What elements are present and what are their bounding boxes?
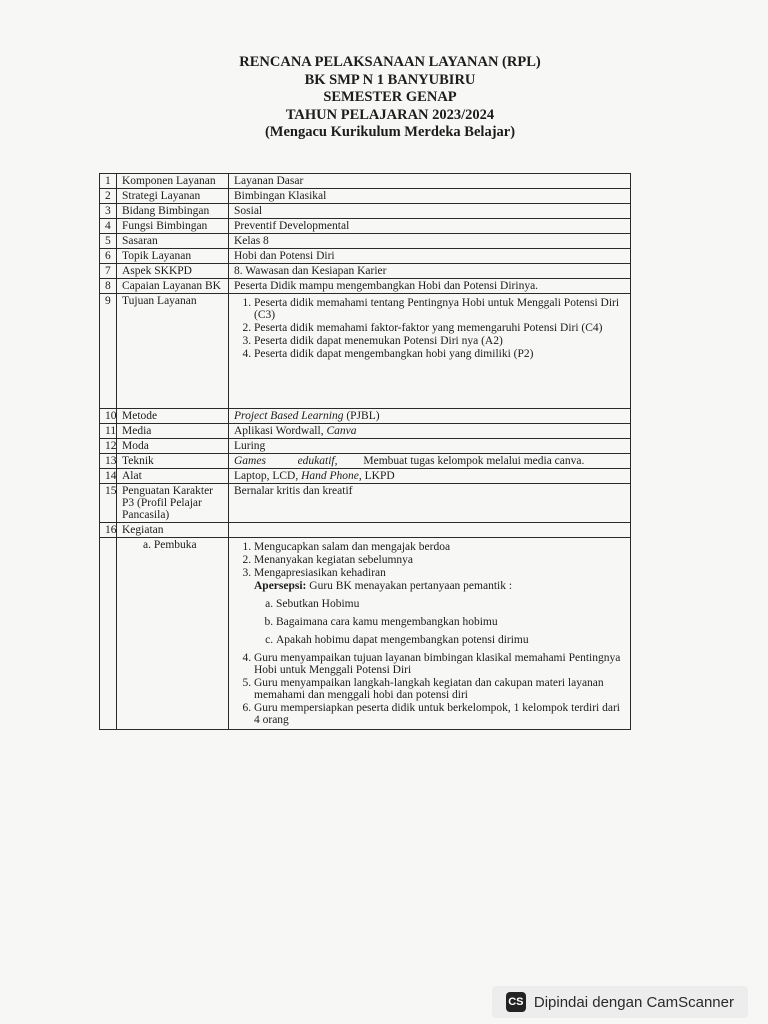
title-line-2: BK SMP N 1 BANYUBIRU bbox=[304, 71, 476, 88]
list-item: 6. Guru mempersiapkan peserta didik untuk berkelompok, 1 kelompok terdiri dari 4 orang bbox=[254, 702, 626, 726]
row-value bbox=[229, 469, 631, 484]
row-number bbox=[100, 538, 117, 730]
list-item-text: Mengapresiasikan kehadiran bbox=[254, 567, 386, 579]
alat-a: Laptop, LCD, bbox=[234, 470, 302, 482]
row-value: Hobi dan Potensi Diri bbox=[229, 249, 631, 264]
row-number: 4 bbox=[100, 219, 117, 234]
row-value: Peserta Didik mampu mengembangkan Hobi dan Potensi Dirinya. bbox=[229, 279, 631, 294]
list-item: a. Sebutkan Hobimu bbox=[276, 598, 626, 610]
alat-b: , LKPD bbox=[358, 470, 395, 482]
list-item: 5. Guru menyampaikan langkah-langkah kegiatan dan cakupan materi layanan memahami dan menggali hobi dan potensi diri bbox=[254, 677, 626, 701]
teknik-italic-a: Games bbox=[234, 455, 266, 467]
apersepsi-label: Apersepsi: bbox=[254, 580, 307, 592]
list-item: 4. Guru menyampaikan tujuan layanan bimbingan klasikal memahami Pentingnya Hobi untuk Menggali Potensi Diri bbox=[254, 652, 626, 676]
row-number: 1 bbox=[100, 174, 117, 189]
document-title bbox=[180, 54, 600, 142]
row-value bbox=[229, 454, 631, 469]
table-row bbox=[100, 538, 631, 730]
row-label: Bidang Bimbingan bbox=[117, 204, 229, 219]
metode-italic: Project Based Learning bbox=[234, 410, 344, 422]
row-label: Moda bbox=[117, 439, 229, 454]
watermark-text: Dipindai dengan CamScanner bbox=[533, 993, 734, 1011]
table-row bbox=[100, 249, 631, 264]
teknik-rest: Membuat tugas kelompok melalui media canva. bbox=[363, 455, 585, 467]
table-row bbox=[100, 523, 631, 538]
table-row bbox=[100, 484, 631, 523]
list-item: 4. Peserta didik dapat mengembangkan hobi yang dimiliki (P2) bbox=[254, 348, 626, 360]
row-value: Bernalar kritis dan kreatif bbox=[229, 484, 631, 523]
row-label: Komponen Layanan bbox=[117, 174, 229, 189]
row-label: Penguatan Karakter P3 (Profil Pelajar Pancasila) bbox=[117, 484, 229, 523]
row-number: 11 bbox=[100, 424, 117, 439]
row-value: Luring bbox=[229, 439, 631, 454]
list-item: 3. Peserta didik dapat menemukan Potensi Diri nya (A2) bbox=[254, 335, 626, 347]
row-label: Fungsi Bimbingan bbox=[117, 219, 229, 234]
row-number: 7 bbox=[100, 264, 117, 279]
rpl-table bbox=[99, 173, 631, 730]
title-line-4: TAHUN PELAJARAN 2023/2024 bbox=[285, 106, 495, 123]
table-row bbox=[100, 189, 631, 204]
row-number: 6 bbox=[100, 249, 117, 264]
row-number: 10 bbox=[100, 409, 117, 424]
row-value bbox=[229, 294, 631, 409]
table-row bbox=[100, 264, 631, 279]
table-row bbox=[100, 439, 631, 454]
row-number: 16 bbox=[100, 523, 117, 538]
row-label: Sasaran bbox=[117, 234, 229, 249]
row-label: Alat bbox=[117, 469, 229, 484]
row-label: Topik Layanan bbox=[117, 249, 229, 264]
row-value: Layanan Dasar bbox=[229, 174, 631, 189]
question-list bbox=[254, 598, 626, 646]
table-row bbox=[100, 219, 631, 234]
row-value: Sosial bbox=[229, 204, 631, 219]
pembuka-content bbox=[229, 538, 631, 730]
row-value: Preventif Developmental bbox=[229, 219, 631, 234]
row-label: Metode bbox=[117, 409, 229, 424]
camscanner-watermark bbox=[492, 986, 748, 1018]
title-line-5: (Mengacu Kurikulum Merdeka Belajar) bbox=[264, 124, 516, 140]
list-item: 1. Peserta didik memahami tentang Pentingnya Hobi untuk Menggali Potensi Diri (C3) bbox=[254, 297, 626, 321]
list-item: 2. Peserta didik memahami faktor-faktor yang memengaruhi Potensi Diri (C4) bbox=[254, 322, 626, 334]
row-label: Tujuan Layanan bbox=[117, 294, 229, 409]
apersepsi-text: Guru BK menayakan pertanyaan pemantik : bbox=[306, 580, 513, 592]
row-number: 3 bbox=[100, 204, 117, 219]
title-line-1: RENCANA PELAKSANAAN LAYANAN (RPL) bbox=[239, 54, 541, 70]
title-line-3: SEMESTER GENAP bbox=[323, 89, 457, 105]
media-text: Aplikasi Wordwall, bbox=[234, 425, 327, 437]
row-number: 13 bbox=[100, 454, 117, 469]
row-label: Teknik bbox=[117, 454, 229, 469]
row-label: Capaian Layanan BK bbox=[117, 279, 229, 294]
teknik-italic-b: edukatif, bbox=[297, 455, 338, 467]
pembuka-label: a. Pembuka bbox=[117, 538, 229, 730]
row-number: 9 bbox=[100, 294, 117, 409]
list-item: b. Bagaimana cara kamu mengembangkan hobimu bbox=[276, 616, 626, 628]
row-value bbox=[229, 409, 631, 424]
metode-rest: (PJBL) bbox=[343, 410, 380, 422]
table-row bbox=[100, 234, 631, 249]
row-label: Media bbox=[117, 424, 229, 439]
table-row bbox=[100, 294, 631, 409]
row-label: Aspek SKKPD bbox=[117, 264, 229, 279]
list-item: c. Apakah hobimu dapat mengembangkan potensi dirimu bbox=[276, 634, 626, 646]
table-row bbox=[100, 469, 631, 484]
table-row bbox=[100, 409, 631, 424]
row-number: 8 bbox=[100, 279, 117, 294]
list-item: 2. Menanyakan kegiatan sebelumnya bbox=[254, 554, 626, 566]
row-value: Kelas 8 bbox=[229, 234, 631, 249]
table-row bbox=[100, 424, 631, 439]
row-number: 12 bbox=[100, 439, 117, 454]
table-row bbox=[100, 454, 631, 469]
tujuan-list bbox=[234, 297, 626, 360]
pembuka-list-1 bbox=[234, 541, 626, 726]
apersepsi bbox=[254, 580, 626, 592]
table-row bbox=[100, 204, 631, 219]
row-number: 15 bbox=[100, 484, 117, 523]
row-label: Kegiatan bbox=[117, 523, 229, 538]
list-item: 1. Mengucapkan salam dan mengajak berdoa bbox=[254, 541, 626, 553]
row-number: 2 bbox=[100, 189, 117, 204]
alat-italic: Hand Phone bbox=[301, 470, 359, 482]
row-label: Strategi Layanan bbox=[117, 189, 229, 204]
list-item bbox=[254, 567, 626, 646]
row-value: 8. Wawasan dan Kesiapan Karier bbox=[229, 264, 631, 279]
camscanner-logo-icon: CS bbox=[506, 992, 526, 1012]
table-row bbox=[100, 174, 631, 189]
table-row bbox=[100, 279, 631, 294]
row-number: 5 bbox=[100, 234, 117, 249]
row-value: Bimbingan Klasikal bbox=[229, 189, 631, 204]
row-number: 14 bbox=[100, 469, 117, 484]
row-value bbox=[229, 424, 631, 439]
row-value bbox=[229, 523, 631, 538]
media-italic: Canva bbox=[326, 425, 357, 437]
